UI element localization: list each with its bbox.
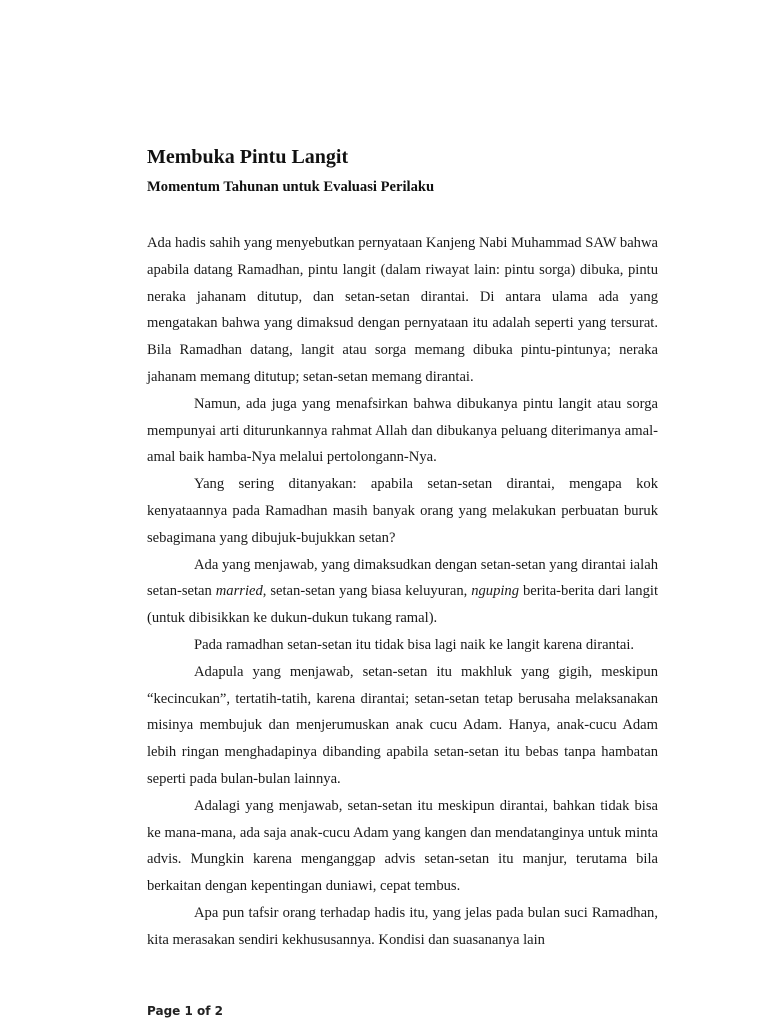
page-number-footer: Page 1 of 2: [147, 1004, 223, 1018]
italic-term-nguping: nguping: [471, 583, 520, 600]
document-content: [147, 144, 658, 954]
paragraph-7: Adalagi yang menjawab, setan-setan itu meskipun dirantai, bahkan tidak bisa ke mana-mana, ada saja anak-cucu Adam yang kangen dan mendatanginya untuk minta advis. Mungkin karena menganggap advis setan-setan itu manjur, terutama bila berkaitan dengan kepentingan duniawi, cepat tembus.: [147, 797, 658, 895]
paragraph-5: Pada ramadhan setan-setan itu tidak bisa lagi naik ke langit karena dirantai.: [194, 636, 635, 653]
paragraph-6: Adapula yang menjawab, setan-setan itu makhluk yang gigih, meskipun “kecincukan”, tertatih-tatih, karena dirantai; setan-setan tetap berusaha melaksanakan misinya membujuk dan menjerumuskan anak cucu Adam. Hanya, anak-cucu Adam lebih ringan menghadapinya dibanding apabila setan-setan itu bebas tanpa hambatan seperti pada bulan-bulan lainnya.: [147, 663, 658, 787]
document-body: [147, 230, 658, 954]
paragraph-8: Apa pun tafsir orang terhadap hadis itu, yang jelas pada bulan suci Ramadhan, kita merasakan sendiri kekhususannya. Kondisi dan suasananya lain: [147, 904, 658, 948]
document-title: Membuka Pintu Langit: [147, 146, 349, 168]
paragraph-1: Ada hadis sahih yang menyebutkan pernyataan Kanjeng Nabi Muhammad SAW bahwa apabila datang Ramadhan, pintu langit (dalam riwayat lain: pintu sorga) dibuka, pintu neraka jahanam ditutup, dan setan-setan dirantai. Di antara ulama ada yang mengatakan bahwa yang dimaksud dengan pernyataan itu adalah seperti yang tersurat. Bila Ramadhan datang, langit atau sorga memang dibuka pintu-pintunya; neraka jahanam memang ditutup; setan-setan memang dirantai.: [147, 235, 658, 385]
paragraph-3: Yang sering ditanyakan: apabila setan-setan dirantai, mengapa kok kenyataannya pada Ramadhan masih banyak orang yang melakukan perbuatan buruk sebagimana yang dibujuk-bujukkan setan?: [147, 476, 658, 546]
paragraph-4-part-e: berita-berita dari langit (untuk dibisikkan ke dukun-dukun tukang ramal).: [147, 583, 658, 627]
document-subtitle: Momentum Tahunan untuk Evaluasi Perilaku: [147, 179, 435, 195]
italic-term-married: married: [215, 583, 263, 600]
paragraph-4: [147, 552, 658, 632]
paragraph-4-part-c: , setan-setan yang biasa keluyuran,: [262, 583, 472, 600]
paragraph-4-part-a: Ada yang menjawab, yang dimaksudkan dengan setan-setan yang dirantai ialah setan-setan: [147, 556, 658, 600]
paragraph-2: Namun, ada juga yang menafsirkan bahwa dibukanya pintu langit atau sorga mempunyai arti diturunkannya rahmat Allah dan dibukanya peluang diterimanya amal-amal baik hamba-Nya melalui pertolongann-Nya.: [147, 395, 658, 466]
